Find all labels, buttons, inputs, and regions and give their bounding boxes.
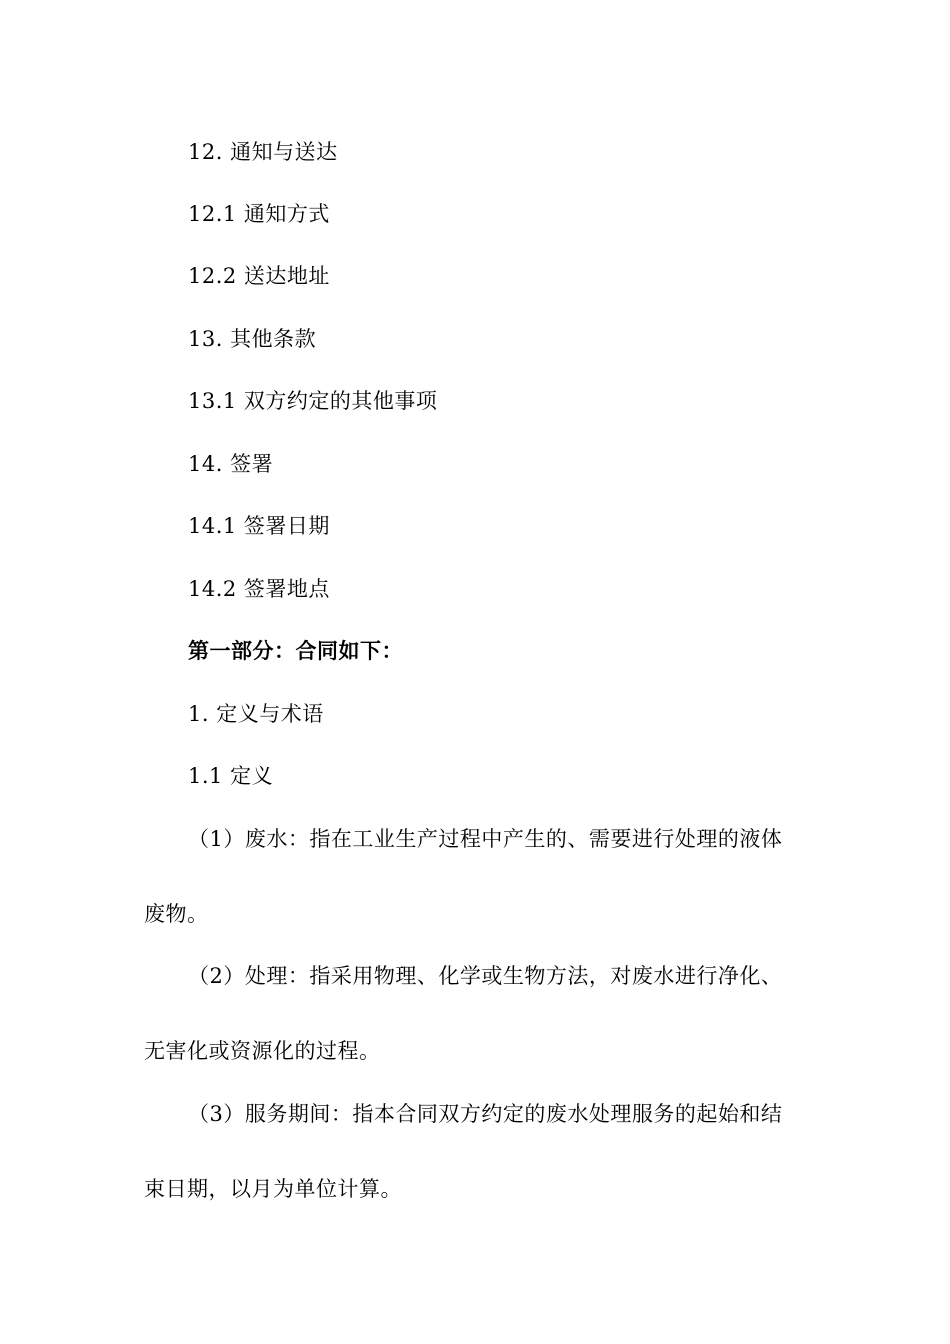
- definition-1-line-1: （1）废水：指在工业生产过程中产生的、需要进行处理的液体: [188, 827, 783, 851]
- toc-item-12: 12. 通知与送达: [188, 140, 338, 164]
- definition-2-line-1: （2）处理：指采用物理、化学或生物方法，对废水进行净化、: [188, 964, 783, 988]
- definition-3-line-2: 束日期，以月为单位计算。: [144, 1177, 402, 1201]
- toc-item-14-1: 14.1 签署日期: [188, 514, 330, 538]
- toc-item-12-1: 12.1 通知方式: [188, 202, 330, 226]
- toc-item-13-1: 13.1 双方约定的其他事项: [188, 389, 438, 413]
- section-1-1-title: 1.1 定义: [188, 764, 274, 788]
- toc-item-14: 14. 签署: [188, 452, 274, 476]
- toc-item-13: 13. 其他条款: [188, 327, 317, 351]
- part-one-heading: 第一部分：合同如下：: [188, 639, 403, 663]
- toc-item-12-2: 12.2 送达地址: [188, 264, 330, 288]
- definition-2-line-2: 无害化或资源化的过程。: [144, 1039, 381, 1063]
- definition-1-line-2: 废物。: [144, 902, 209, 926]
- section-1-title: 1. 定义与术语: [188, 702, 324, 726]
- toc-item-14-2: 14.2 签署地点: [188, 577, 330, 601]
- definition-3-line-1: （3）服务期间：指本合同双方约定的废水处理服务的起始和结: [188, 1102, 783, 1126]
